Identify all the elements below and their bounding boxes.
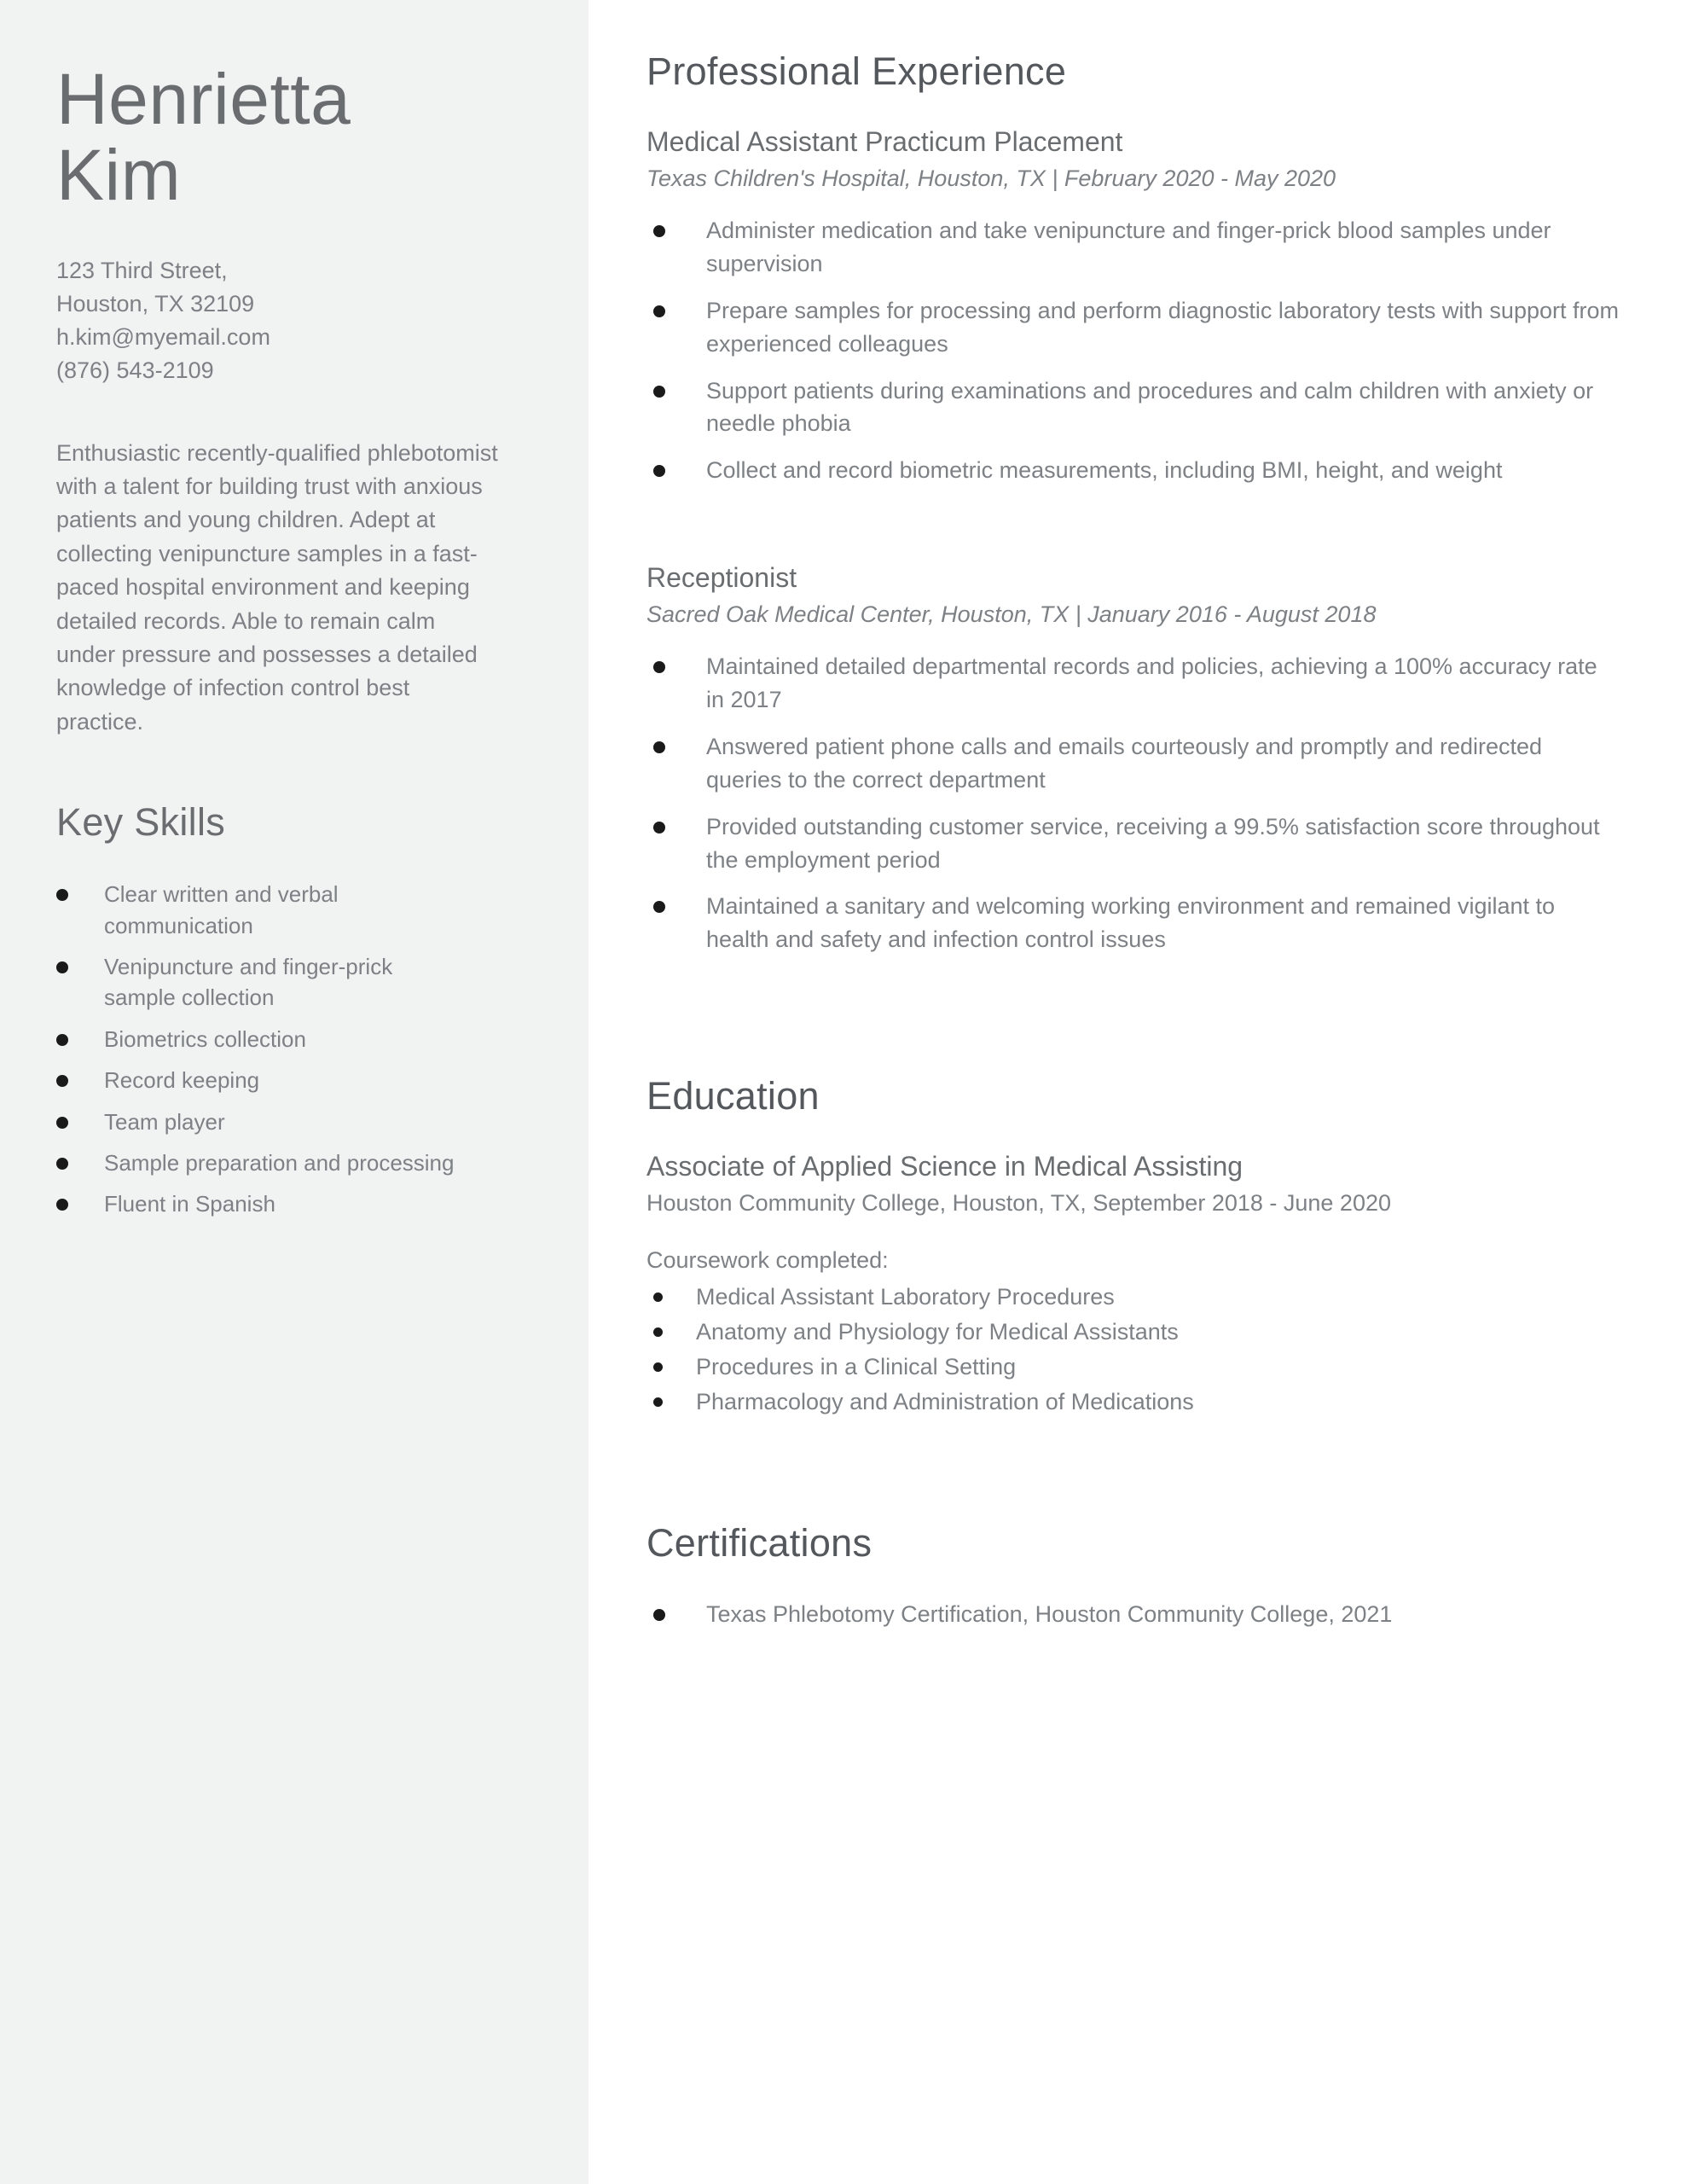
list-item: Pharmacology and Administration of Medications bbox=[646, 1385, 1619, 1419]
key-skills-list bbox=[56, 879, 532, 1220]
candidate-name bbox=[56, 59, 532, 216]
list-item: Clear written and verbal communication bbox=[56, 879, 457, 941]
job-bullets bbox=[646, 650, 1634, 956]
education-entry bbox=[646, 1151, 1634, 1419]
list-item: Collect and record biometric measurements, including BMI, height, and weight bbox=[646, 454, 1619, 487]
spacer bbox=[646, 1448, 1634, 1521]
coursework-label: Coursework completed: bbox=[646, 1247, 889, 1274]
list-item: Texas Phlebotomy Certification, Houston Community College, 2021 bbox=[646, 1598, 1619, 1631]
experience-entry-1 bbox=[646, 562, 1634, 956]
list-item: Biometrics collection bbox=[56, 1024, 457, 1054]
list-item: Procedures in a Clinical Setting bbox=[646, 1350, 1619, 1384]
list-item: Team player bbox=[56, 1107, 457, 1137]
contact-city-state-zip: Houston, TX 32109 bbox=[56, 290, 255, 317]
list-item: Sample preparation and processing bbox=[56, 1147, 457, 1178]
degree-title: Associate of Applied Science in Medical Assisting bbox=[646, 1151, 1244, 1182]
institution-meta: Houston Community College, Houston, TX, September 2018 - June 2020 bbox=[646, 1190, 1391, 1217]
list-item: Record keeping bbox=[56, 1065, 457, 1095]
job-meta: Sacred Oak Medical Center, Houston, TX | January 2016 - August 2018 bbox=[646, 601, 1377, 628]
list-item: Venipuncture and finger-prick sample collection bbox=[56, 951, 457, 1014]
education-heading: Education bbox=[646, 1074, 820, 1118]
key-skills-heading: Key Skills bbox=[56, 800, 226, 845]
list-item: Prepare samples for processing and perform diagnostic laboratory tests with support from experienced colleagues bbox=[646, 294, 1619, 361]
professional-summary bbox=[56, 437, 532, 740]
contact-address: 123 Third Street, bbox=[56, 258, 228, 284]
section-education bbox=[646, 1074, 1634, 1419]
job-title: Medical Assistant Practicum Placement bbox=[646, 126, 1123, 157]
list-item: Support patients during examinations and procedures and calm children with anxiety or needle phobia bbox=[646, 375, 1619, 441]
spacer bbox=[646, 985, 1634, 1074]
sidebar bbox=[0, 0, 588, 2184]
contact-email[interactable]: h.kim@myemail.com bbox=[56, 323, 270, 350]
job-bullets bbox=[646, 214, 1634, 487]
job-title: Receptionist bbox=[646, 562, 797, 594]
section-certifications bbox=[646, 1521, 1634, 1631]
list-item: Administer medication and take venipuncture and finger-prick blood samples under supervision bbox=[646, 214, 1619, 281]
section-professional-experience bbox=[646, 49, 1634, 956]
contact-phone[interactable]: (876) 543-2109 bbox=[56, 357, 214, 383]
certifications-list bbox=[646, 1598, 1634, 1631]
job-meta: Texas Children's Hospital, Houston, TX | February 2020 - May 2020 bbox=[646, 166, 1336, 191]
professional-experience-heading: Professional Experience bbox=[646, 49, 1067, 93]
list-item: Anatomy and Physiology for Medical Assistants bbox=[646, 1316, 1619, 1349]
list-item: Medical Assistant Laboratory Procedures bbox=[646, 1281, 1619, 1314]
summary-text: Enthusiastic recently-qualified phlebotomist with a talent for building trust with anxious patients and young children. Adept at collecting venipuncture samples in a fast-paced hospital environment and keeping detailed records. Able to remain calm under pressure and possesses a detailed knowledge of infection control best practice. bbox=[56, 439, 498, 735]
first-name: Henrietta bbox=[56, 59, 351, 139]
list-item: Fluent in Spanish bbox=[56, 1188, 457, 1219]
last-name: Kim bbox=[56, 135, 182, 216]
list-item: Answered patient phone calls and emails courteously and promptly and redirected queries to the correct department bbox=[646, 730, 1619, 797]
certifications-heading: Certifications bbox=[646, 1520, 872, 1565]
spacer bbox=[646, 1222, 1634, 1247]
spacer bbox=[646, 516, 1634, 562]
list-item: Provided outstanding customer service, receiving a 99.5% satisfaction score throughout the employment period bbox=[646, 810, 1619, 877]
contact-info bbox=[56, 254, 532, 387]
experience-entry-0 bbox=[646, 126, 1634, 487]
list-item: Maintained detailed departmental records and policies, achieving a 100% accuracy rate in 2017 bbox=[646, 650, 1619, 717]
main-content bbox=[588, 0, 1687, 2184]
coursework-list bbox=[646, 1281, 1634, 1419]
list-item: Maintained a sanitary and welcoming working environment and remained vigilant to health and safety and infection control issues bbox=[646, 890, 1619, 956]
